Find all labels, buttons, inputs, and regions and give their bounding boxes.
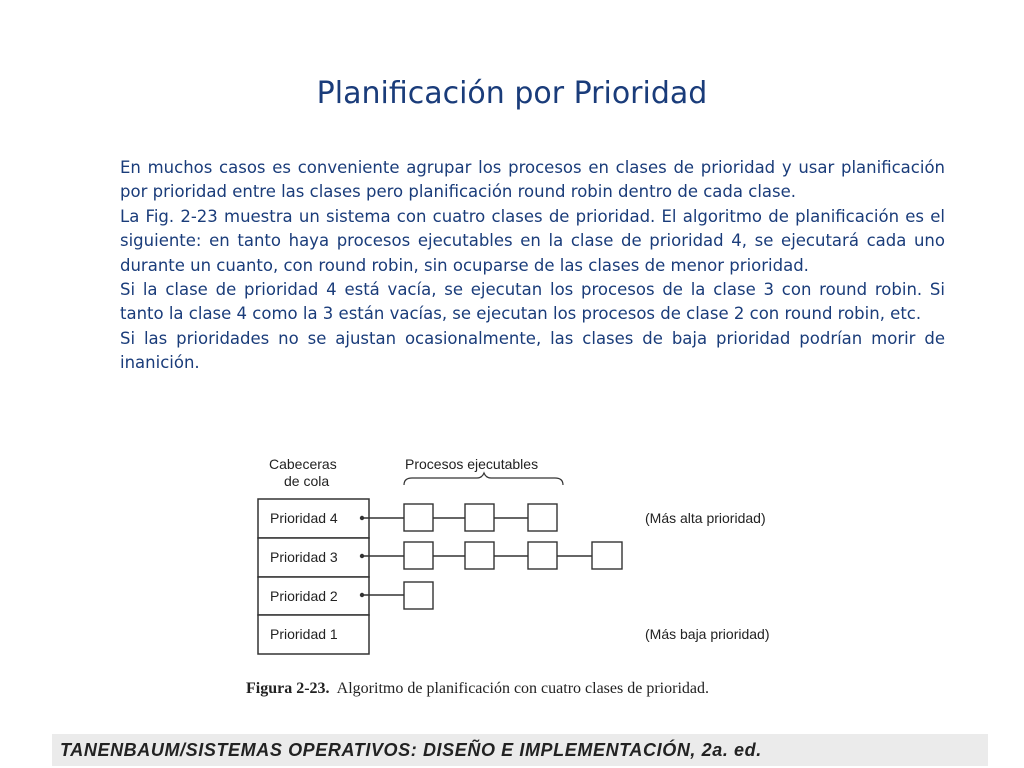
process-box <box>465 542 494 569</box>
paragraph-3: Si la clase de prioridad 4 está vacía, se ejecutan los procesos de la clase 3 con round robin. Si tanto la clase 4 como la 3 están vacías, se ejecutan los procesos de clase 2 con round robin, etc. <box>120 280 945 324</box>
process-box <box>404 542 433 569</box>
pointer-dot <box>360 554 364 558</box>
paragraph-2: La Fig. 2-23 muestra un sistema con cuatro clases de prioridad. El algoritmo de planificación es el siguiente: en tanto haya procesos ejecutables en la clase de prioridad 4, se ejecutará cada uno durante un cuanto, con round robin, sin ocuparse de las clases de menor prioridad. <box>120 206 945 275</box>
header-processes: Procesos ejecutables <box>405 456 539 472</box>
process-box <box>528 504 557 531</box>
process-box <box>404 504 433 531</box>
note-highest-priority: (Más alta prioridad) <box>645 510 766 526</box>
footer-citation: TANENBAUM/SISTEMAS OPERATIVOS: DISEÑO E IMPLEMENTACIÓN, 2a. ed. <box>60 740 762 760</box>
header-queue-line1: Cabeceras <box>269 456 337 472</box>
process-box <box>592 542 622 569</box>
figure-caption <box>246 680 709 698</box>
paragraph-1: En muchos casos es conveniente agrupar los procesos en clases de prioridad y usar planificación por prioridad entre las clases pero planificación round robin dentro de cada clase. <box>120 158 945 202</box>
caption-text: Algoritmo de planificación con cuatro clases de prioridad. <box>336 680 709 697</box>
priority-queue-figure <box>222 447 818 709</box>
process-box <box>528 542 557 569</box>
process-box <box>404 582 433 609</box>
note-lowest-priority: (Más baja prioridad) <box>645 626 770 642</box>
queue-label-1: Prioridad 1 <box>270 626 338 642</box>
header-queue-line2: de cola <box>284 473 330 489</box>
slide-title: Planificación por Prioridad <box>316 76 708 111</box>
pointer-dot <box>360 593 364 597</box>
caption-label: Figura 2-23. <box>246 680 330 697</box>
queue-label-4: Prioridad 4 <box>270 510 338 526</box>
slide-body <box>120 156 945 376</box>
processes-brace <box>404 473 563 485</box>
process-box <box>465 504 494 531</box>
queue-label-3: Prioridad 3 <box>270 549 338 565</box>
paragraph-4: Si las prioridades no se ajustan ocasionalmente, las clases de baja prioridad podrían morir de inanición. <box>120 328 945 373</box>
pointer-dot <box>360 516 364 520</box>
queue-label-2: Prioridad 2 <box>270 588 338 604</box>
